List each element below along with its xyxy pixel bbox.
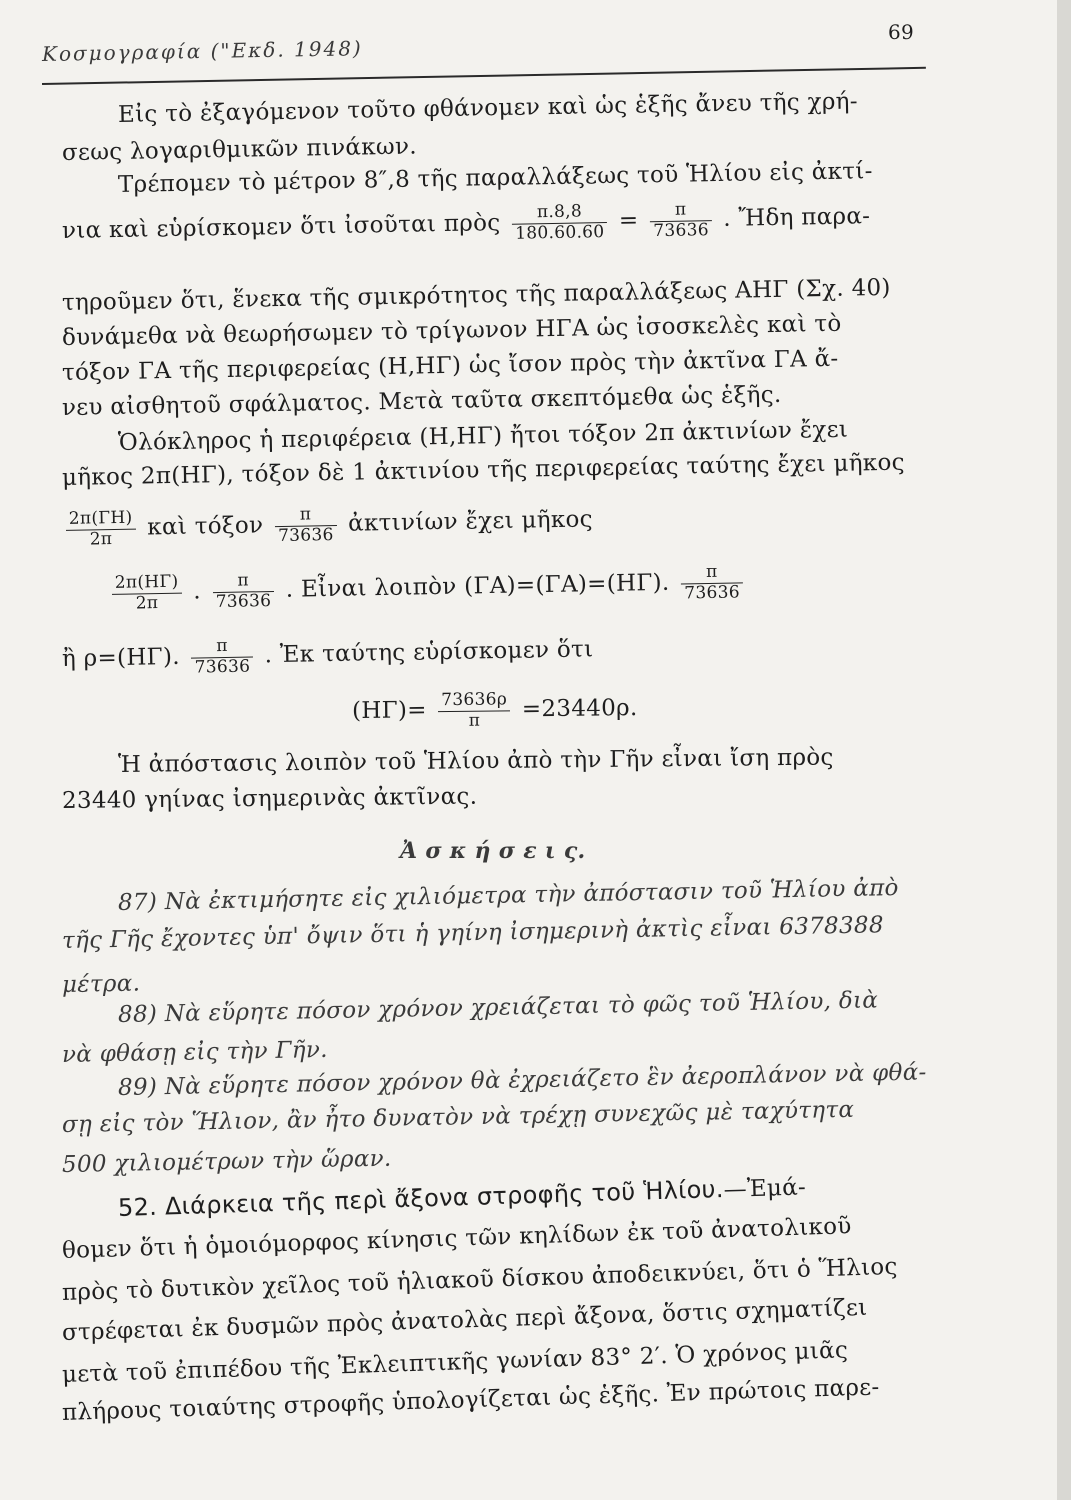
fraction: $\frac{\pi}{73636}$ (275, 505, 337, 546)
exercise-line: 88) Νὰ εὕρητε πόσον χρόνον χρειάζεται τὸ φῶς τοῦ Ἡλίου, διὰ (117, 987, 879, 1028)
fraction: $\frac{\pi}{73636}$ (191, 637, 253, 678)
text-line: μετὰ τοῦ ἐπιπέδου τῆς Ἐκλειπτικῆς γωνίαν 83° 2′. Ὁ χρόνος μιᾶς (61, 1337, 849, 1388)
text-line: πλήρους τοιαύτης στροφῆς ὑπολογίζεται ὡς ἑξῆς. Ἐν πρώτοις παρε- (61, 1374, 880, 1426)
text-line: Τρέπομεν τὸ μέτρον 8″,8 τῆς παραλλάξεως τοῦ Ἡλίου εἰς ἀκτί- (117, 158, 873, 198)
text-line (108, 562, 747, 614)
text-line: θομεν ὅτι ἡ ὁμοιόμορφος κίνησις τῶν κηλίδων ἐκ τοῦ ἀνατολικοῦ (61, 1213, 852, 1264)
fraction: $\frac{\pi.8,8}{180.60.60}$ (512, 202, 608, 244)
exercises-heading: Ἀ σ κ ή σ ε ι ς. (400, 838, 586, 864)
text-line: Ἡ ἀπόστασις λοιπὸν τοῦ Ἡλίου ἀπὸ τὴν Γῆν εἶναι ἴση πρὸς (117, 744, 834, 778)
fraction: $\frac{2\pi(H\Gamma)}{2\pi}$ (112, 573, 182, 614)
text-line (62, 630, 594, 680)
section-title: 52. Διάρκεια τῆς περὶ ἄξονα στροφῆς τοῦ Ἡλίου. (117, 1174, 725, 1222)
text-line: Ὁλόκληρος ἡ περιφέρεια (Η,ΗΓ) ἤτοι τόξον 2π ἀκτινίων ἔχει (117, 416, 849, 456)
page-number: 69 (888, 20, 915, 44)
header-rule (42, 67, 926, 85)
text-line: νευ αἰσθητοῦ σφάλματος. Μετὰ ταῦτα σκεπτόμεθα ὡς ἑξῆς. (61, 381, 782, 421)
text-line: στρέφεται ἐκ δυσμῶν πρὸς ἀνατολὰς περὶ ἄξονα, ὅστις σχηματίζει (61, 1294, 868, 1346)
text-line: σεως λογαριθμικῶν πινάκων. (61, 133, 418, 166)
text-fragment: . Ἐκ ταύτης εὑρίσκομεν ὅτι (264, 636, 594, 669)
exercise-line: σῃ εἰς τὸν Ἥλιον, ἂν ἦτο δυνατὸν νὰ τρέχῃ συνεχῶς μὲ ταχύτητα (61, 1096, 855, 1138)
exercise-line: 500 χιλιομέτρων τὴν ὥραν. (61, 1145, 392, 1178)
fraction: $\frac{\pi}{73636}$ (212, 571, 274, 612)
text-line: πρὸς τὸ δυτικὸν χεῖλος τοῦ ἡλιακοῦ δίσκου ἀποδεικνύει, ὅτι ὁ Ἥλιος (61, 1253, 899, 1306)
fraction: $\frac{2\pi(\Gamma H)}{2\pi}$ (66, 509, 136, 550)
text-fragment: . Ἤδη παρα- (723, 203, 871, 232)
text-fragment: —Ἐμά- (723, 1174, 807, 1203)
text-fragment: ἀκτινίων ἔχει μῆκος (347, 506, 594, 537)
text-fragment: νια καὶ εὑρίσκομεν ὅτι ἰσοῦται πρὸς (61, 210, 501, 245)
text-line: τηροῦμεν ὅτι, ἕνεκα τῆς σμικρότητος τῆς παραλλάξεως ΑΗΓ (Σχ. 40) (61, 274, 891, 316)
running-title: Κοσμογραφία ("Εκδ. 1948) (41, 36, 363, 66)
text-line: Εἰς τὸ ἐξαγόμενον τοῦτο φθάνομεν καὶ ὡς ἑξῆς ἄνευ τῆς χρή- (117, 88, 859, 128)
exercise-line: 89) Νὰ εὕρητε πόσον χρόνον θὰ ἐχρειάζετο ἓν ἀεροπλάνον νὰ φθά- (117, 1059, 927, 1101)
text-line: 23440 γηίνας ἰσημερινὰς ἀκτῖνας. (61, 783, 478, 814)
text-fragment: καὶ τόξον (147, 512, 264, 541)
section-heading-line (118, 1172, 807, 1222)
fraction: $\frac{\pi}{73636}$ (681, 562, 743, 603)
text-fragment: . Εἶναι λοιπὸν (ΓΑ)=(ΓΑ)=(ΗΓ). (285, 569, 670, 603)
exercise-line: μέτρα. (61, 970, 141, 998)
text-line: μῆκος 2π(ΗΓ), τόξον δὲ 1 ἀκτινίου τῆς περιφερείας ταύτης ἔχει μῆκος (61, 449, 906, 491)
text-fragment: . (193, 578, 202, 605)
text-fragment: ἢ ρ=(ΗΓ). (61, 643, 181, 673)
exercise-line: 87) Νὰ ἐκτιμήσητε εἰς χιλιόμετρα τὴν ἀπόστασιν τοῦ Ἡλίου ἀπὸ (117, 875, 899, 916)
exercise-line: τῆς Γῆς ἔχοντες ὑπ' ὄψιν ὅτι ἡ γηίνη ἰσημερινὴ ἀκτὶς εἶναι 6378388 (61, 912, 885, 954)
text-line (62, 500, 594, 550)
fraction: $\frac{\pi}{73636}$ (650, 200, 712, 241)
text-line: δυνάμεθα νὰ θεωρήσωμεν τὸ τρίγωνον ΗΓΑ ὡς ἰσοσκελὲς καὶ τὸ (61, 310, 842, 351)
text-line (62, 197, 871, 252)
formula-line (352, 689, 638, 732)
text-fragment: (ΗΓ)= (351, 697, 427, 725)
exercise-line: νὰ φθάσῃ εἰς τὴν Γῆν. (61, 1036, 328, 1068)
text-line: τόξον ΓΑ τῆς περιφερείας (Η,ΗΓ) ὡς ἴσον πρὸς τὴν ἀκτῖνα ΓΑ ἄ- (61, 345, 839, 386)
fraction: $\frac{73636\rho}{\pi}$ (438, 690, 510, 731)
text-fragment: =23440ρ. (521, 695, 638, 723)
equals-sign: = (618, 207, 639, 234)
